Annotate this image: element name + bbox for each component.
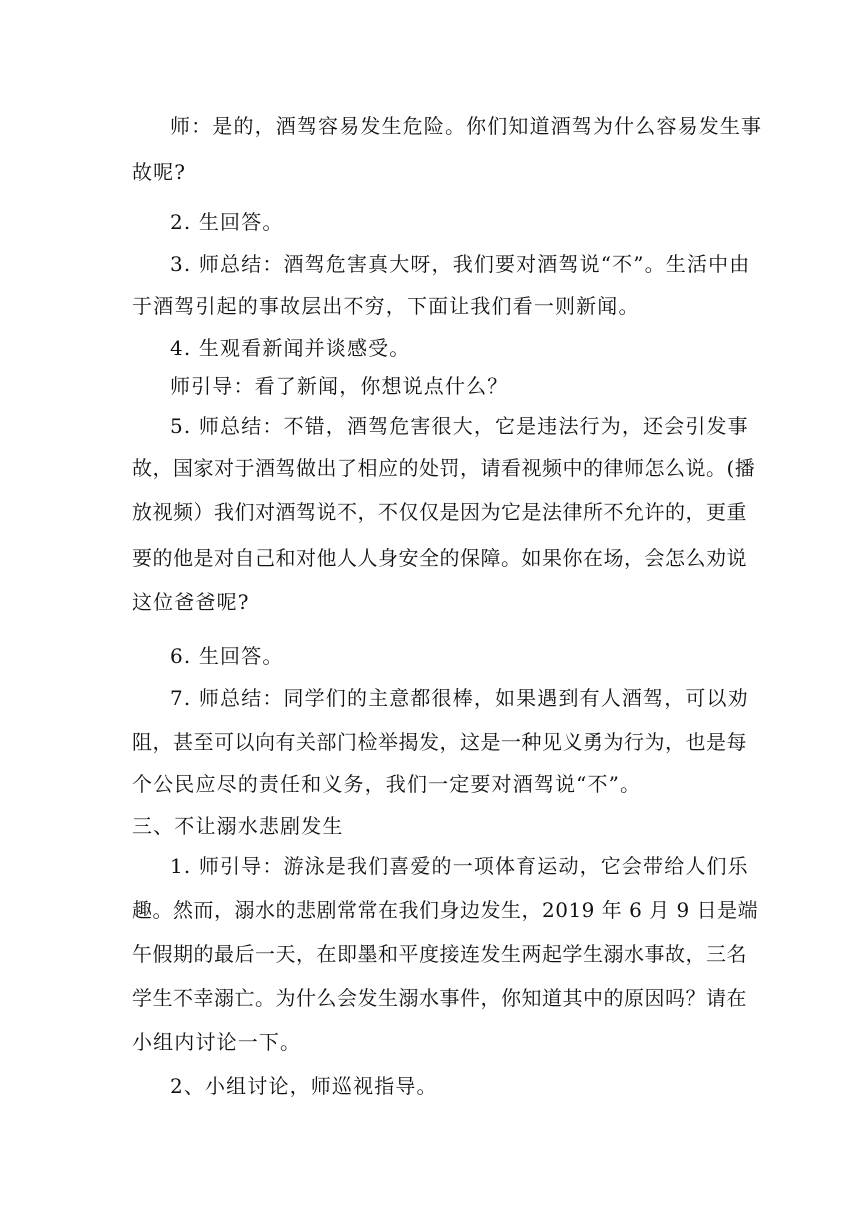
paragraph-line: 学生不幸溺亡。为什么会发生溺水事件，你知道其中的原因吗？请在 (132, 986, 747, 1010)
list-item-4: 4. 生观看新闻并谈感受。 (170, 336, 411, 360)
paragraph-line: 个公民应尽的责任和义务，我们一定要对酒驾说“不”。 (132, 772, 642, 796)
list-item-2b: 2、小组讨论，师巡视指导。 (170, 1074, 438, 1098)
list-item-2: 2. 生回答。 (170, 210, 284, 234)
list-item-6: 6. 生回答。 (170, 644, 284, 668)
paragraph-line: 放视频）我们对酒驾说不，不仅仅是因为它是法律所不允许的，更重 (132, 500, 747, 524)
paragraph-line: 故呢? (132, 160, 187, 184)
paragraph-line: 师引导：看了新闻，你想说点什么？ (170, 374, 509, 398)
section-heading: 三、不让溺水悲剧发生 (132, 814, 344, 838)
list-item-1: 1. 师引导：游泳是我们喜爱的一项体育运动，它会带给人们乐 (170, 854, 749, 878)
list-item-3: 3. 师总结：酒驾危害真大呀，我们要对酒驾说“不”。生活中由 (170, 252, 751, 276)
paragraph-line: 阻，甚至可以向有关部门检举揭发，这是一种见义勇为行为，也是每 (132, 730, 747, 754)
paragraph-line: 于酒驾引起的事故层出不穷，下面让我们看一则新闻。 (132, 294, 640, 318)
paragraph-line: 要的他是对自己和对他人人身安全的保障。如果你在场，会怎么劝说 (132, 546, 747, 570)
paragraph-line: 趣。然而，溺水的悲剧常常在我们身边发生，2019 年 6 月 9 日是端 (132, 898, 759, 922)
paragraph-line: 师：是的，酒驾容易发生危险。你们知道酒驾为什么容易发生事 (170, 114, 763, 138)
list-item-7: 7. 师总结：同学们的主意都很棒，如果遇到有人酒驾，可以劝 (170, 686, 749, 710)
paragraph-line: 小组内讨论一下。 (132, 1030, 302, 1054)
paragraph-line: 这位爸爸呢? (132, 590, 250, 614)
list-item-5: 5. 师总结：不错，酒驾危害很大，它是违法行为，还会引发事 (170, 414, 749, 438)
paragraph-line: 午假期的最后一天，在即墨和平度接连发生两起学生溺水事故，三名 (132, 942, 747, 966)
paragraph-line: 故，国家对于酒驾做出了相应的处罚，请看视频中的律师怎么说。(播 (132, 456, 756, 480)
